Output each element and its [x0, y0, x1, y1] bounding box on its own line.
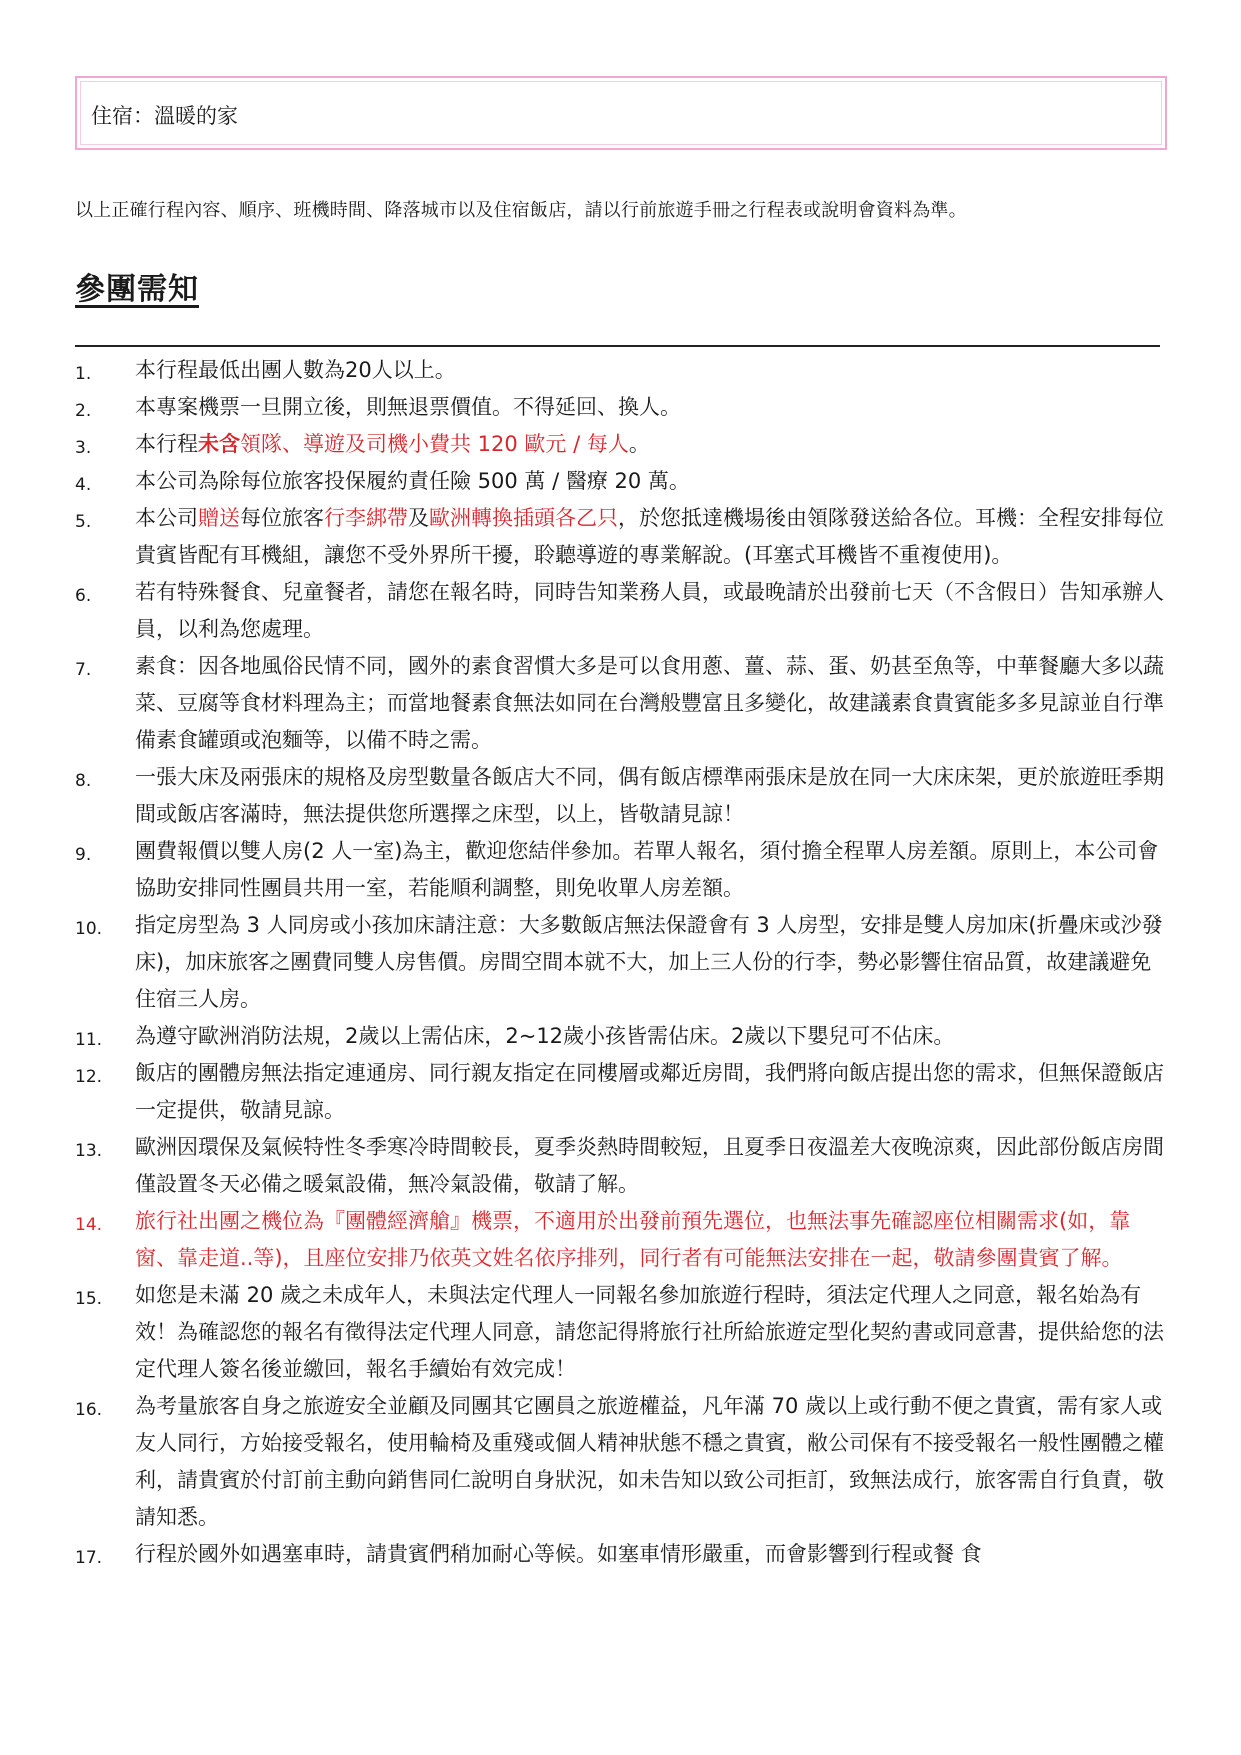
- note-item: [75, 1388, 1165, 1536]
- note-number: 17.: [75, 1548, 103, 1568]
- note-item: [75, 907, 1165, 1018]
- note-text-segment: 本行程最低出團人數為20人以上。: [135, 358, 456, 382]
- highlight-text: 行李綁帶: [324, 506, 408, 530]
- note-text: [135, 574, 1165, 648]
- note-item: [75, 1018, 1165, 1055]
- note-text: [135, 426, 1165, 463]
- note-text: [135, 648, 1165, 759]
- note-text: [135, 759, 1165, 833]
- note-number: 2.: [75, 401, 92, 421]
- note-text: [135, 352, 1165, 389]
- note-text-segment: 若有特殊餐食、兒童餐者，請您在報名時，同時告知業務人員，或最晚請於出發前七天（不含假日）告知承辦人員，以利為您處理。: [135, 580, 1164, 641]
- note-text: [135, 1203, 1165, 1277]
- note-text: [135, 389, 1165, 426]
- note-item: [75, 463, 1165, 500]
- note-item: [75, 833, 1165, 907]
- note-number: 6.: [75, 586, 92, 606]
- note-text-segment: 本公司: [135, 506, 198, 530]
- note-number: 13.: [75, 1141, 103, 1161]
- note-text-segment: 為遵守歐洲消防法規，2歲以上需佔床，2~12歲小孩皆需佔床。2歲以下嬰兒可不佔床。: [135, 1024, 955, 1048]
- note-text-segment: 指定房型為 3 人同房或小孩加床請注意：大多數飯店無法保證會有 3 人房型，安排是雙人房加床(折疊床或沙發床)，加床旅客之團費同雙人房售價。房間空間本就不大，加上三人份的行李，勢必影響住宿品質，故建議避免住宿三人房。: [135, 913, 1163, 1011]
- note-number: 9.: [75, 845, 92, 865]
- highlight-text: 旅行社出團之機位為『團體經濟艙』機票，不適用於出發前預先選位，也無法事先確認座位相關需求(如，靠窗、靠走道..等)，且座位安排乃依英文姓名依序排列，同行者有可能無法安排在一起，敬請參團貴賓了解。: [135, 1209, 1131, 1270]
- notes-list: [75, 352, 1165, 1573]
- note-text: [135, 833, 1165, 907]
- accommodation-box: [75, 76, 1167, 150]
- note-text-segment: 為考量旅客自身之旅遊安全並顧及同團其它團員之旅遊權益，凡年滿 70 歲以上或行動不便之貴賓，需有家人或友人同行，方始接受報名，使用輪椅及重殘或個人精神狀態不穩之貴賓，敝公司保有不接受報名一般性團體之權利，請貴賓於付訂前主動向銷售同仁說明自身狀況，如未告知以致公司拒訂，致無法成行，旅客需自行負責，敬請知悉。: [135, 1394, 1164, 1529]
- note-number: 4.: [75, 475, 92, 495]
- note-text-segment: 本行程: [135, 432, 198, 456]
- note-number: 7.: [75, 660, 92, 680]
- note-item: [75, 352, 1165, 389]
- highlight-text: 領隊、導遊及司機小費共 120 歐元 / 每人: [240, 432, 629, 456]
- highlight-text: 未含: [198, 432, 240, 456]
- note-text: [135, 500, 1165, 574]
- divider: [75, 345, 1160, 347]
- note-number: 11.: [75, 1030, 103, 1050]
- note-number: 10.: [75, 919, 103, 939]
- note-text-segment: 行程於國外如遇塞車時，請貴賓們稍加耐心等候。如塞車情形嚴重，而會影響到行程或餐 食: [135, 1542, 982, 1566]
- note-item: [75, 648, 1165, 759]
- note-text: [135, 1018, 1165, 1055]
- note-text: [135, 907, 1165, 1018]
- note-text-segment: 團費報價以雙人房(2 人一室)為主，歡迎您結伴參加。若單人報名，須付擔全程單人房差額。原則上，本公司會協助安排同性團員共用一室，若能順利調整，則免收單人房差額。: [135, 839, 1159, 900]
- note-item: [75, 1129, 1165, 1203]
- note-text-segment: 每位旅客: [240, 506, 324, 530]
- note-text-segment: 本公司為除每位旅客投保履約責任險 500 萬 / 醫療 20 萬。: [135, 469, 690, 493]
- note-number: 16.: [75, 1400, 103, 1420]
- note-text-segment: 及: [408, 506, 429, 530]
- note-item: [75, 574, 1165, 648]
- highlight-text: 贈送: [198, 506, 240, 530]
- note-item: [75, 1277, 1165, 1388]
- highlight-text: 歐洲轉換插頭各乙只: [429, 506, 618, 530]
- note-number: 5.: [75, 512, 92, 532]
- note-item: [75, 389, 1165, 426]
- itinerary-disclaimer: 以上正確行程內容、順序、班機時間、降落城市以及住宿飯店，請以行前旅遊手冊之行程表或說明會資料為準。: [75, 200, 967, 221]
- note-text: [135, 1388, 1165, 1536]
- note-text-segment: 一張大床及兩張床的規格及房型數量各飯店大不同，偶有飯店標準兩張床是放在同一大床床架，更於旅遊旺季期間或飯店客滿時，無法提供您所選擇之床型，以上，皆敬請見諒！: [135, 765, 1164, 826]
- note-item: [75, 426, 1165, 463]
- note-text-segment: 如您是未滿 20 歲之未成年人，未與法定代理人一同報名參加旅遊行程時，須法定代理人之同意，報名始為有效！為確認您的報名有徵得法定代理人同意，請您記得將旅行社所給旅遊定型化契約書或同意書，提供給您的法定代理人簽名後並繳回，報名手續始有效完成！: [135, 1283, 1164, 1381]
- note-text-segment: 歐洲因環保及氣候特性冬季寒冷時間較長，夏季炎熱時間較短，且夏季日夜溫差大夜晚涼爽，因此部份飯店房間僅設置冬天必備之暖氣設備，無冷氣設備，敬請了解。: [135, 1135, 1164, 1196]
- note-text: [135, 1536, 1165, 1573]
- note-text-segment: 飯店的團體房無法指定連通房、同行親友指定在同樓層或鄰近房間，我們將向飯店提出您的需求，但無保證飯店一定提供，敬請見諒。: [135, 1061, 1164, 1122]
- accommodation-text: 住宿：溫暖的家: [91, 104, 238, 128]
- note-text: [135, 1129, 1165, 1203]
- note-number: 3.: [75, 438, 92, 458]
- note-number: 8.: [75, 771, 92, 791]
- note-text-segment: 素食：因各地風俗民情不同，國外的素食習慣大多是可以食用蔥、薑、蒜、蛋、奶甚至魚等，中華餐廳大多以蔬菜、豆腐等食材料理為主；而當地餐素食無法如同在台灣般豐富且多變化，故建議素食貴賓能多多見諒並自行準備素食罐頭或泡麵等，以備不時之需。: [135, 654, 1164, 752]
- section-heading: 參團需知: [75, 272, 199, 307]
- note-item: [75, 1536, 1165, 1573]
- note-item: [75, 759, 1165, 833]
- note-text: [135, 1055, 1165, 1129]
- note-number: 1.: [75, 364, 92, 384]
- note-item: [75, 1203, 1165, 1277]
- note-item: [75, 1055, 1165, 1129]
- note-text: [135, 1277, 1165, 1388]
- note-item: [75, 500, 1165, 574]
- note-number: 14.: [75, 1215, 103, 1235]
- note-text: [135, 463, 1165, 500]
- note-text-segment: ，於您抵達機場後由領隊發送給各位。耳機：全程安排每位貴賓皆配有耳機組，讓您不受外界所干擾，聆聽導遊的專業解說。(耳塞式耳機皆不重複使用)。: [135, 506, 1164, 567]
- note-number: 15.: [75, 1289, 103, 1309]
- note-text-segment: 。: [628, 432, 650, 456]
- note-number: 12.: [75, 1067, 103, 1087]
- note-text-segment: 本專案機票一旦開立後，則無退票價值。不得延回、換人。: [135, 395, 681, 419]
